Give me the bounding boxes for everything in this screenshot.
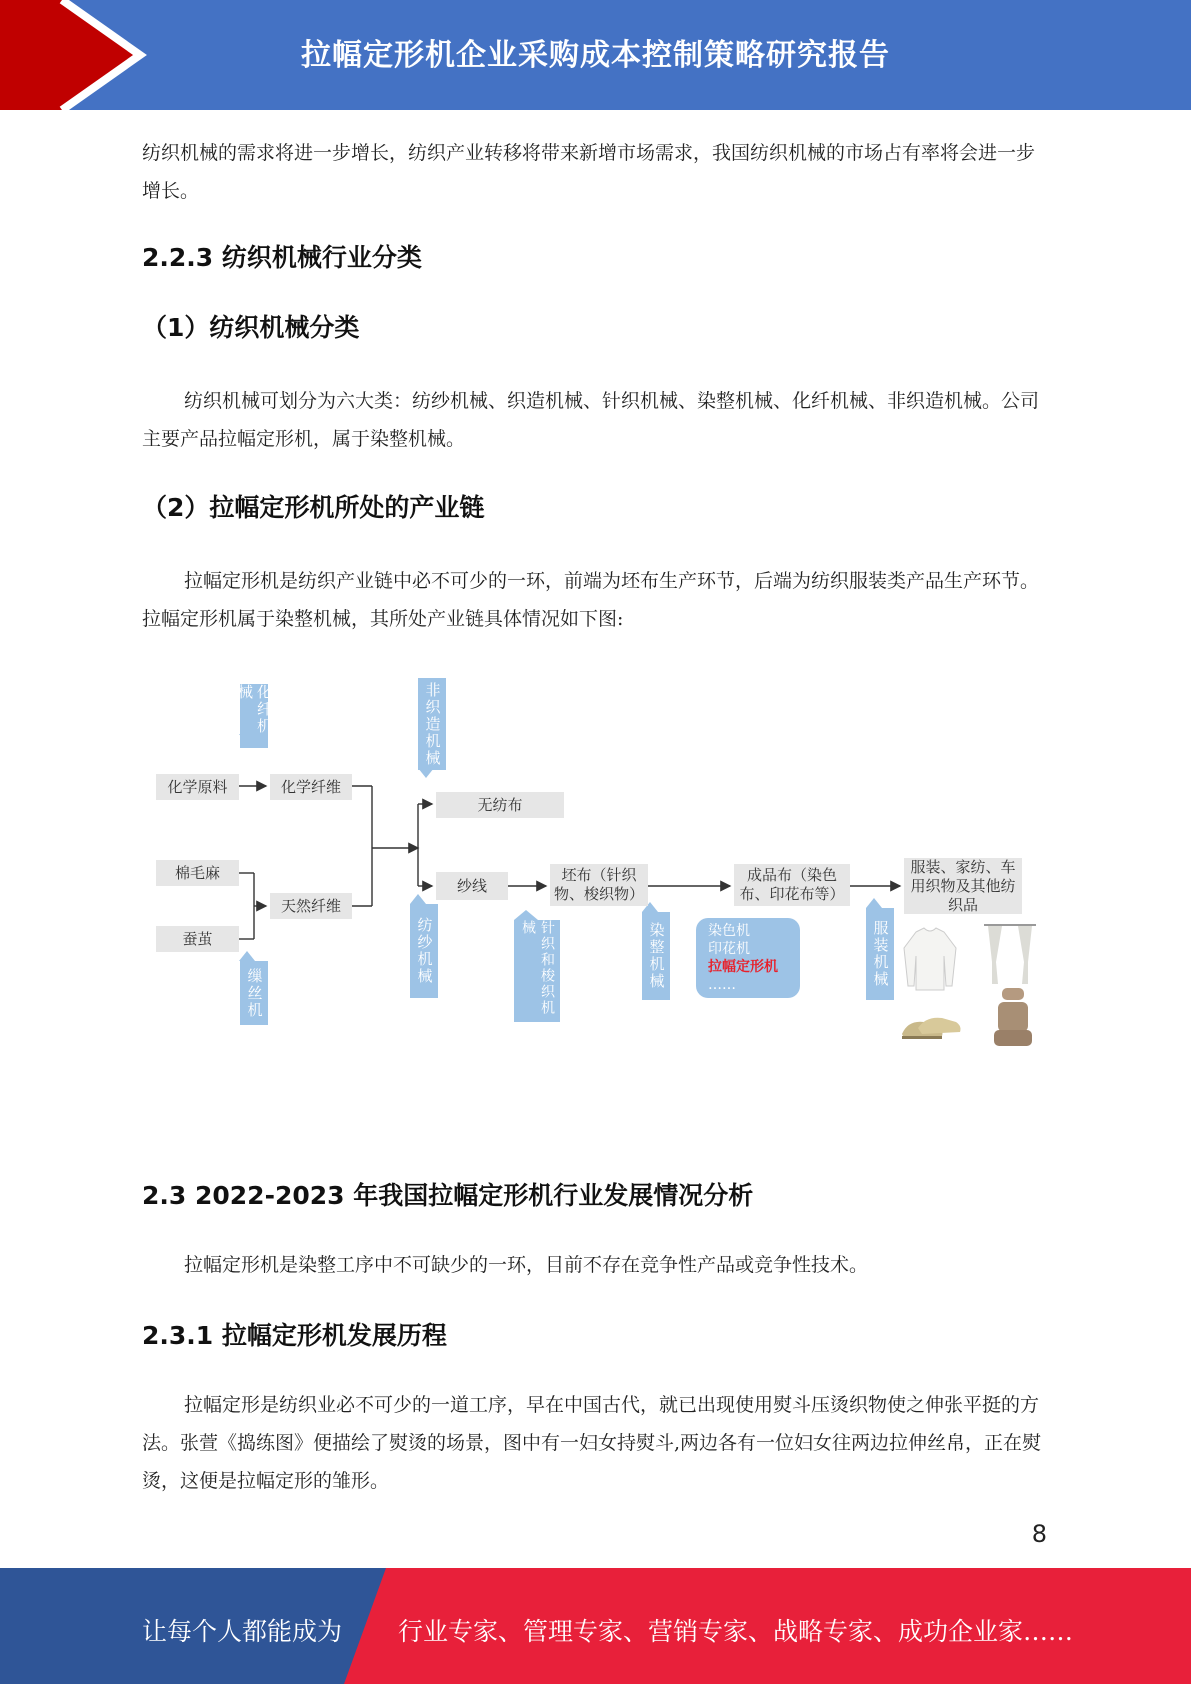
- heading-2-3: 2.3 2022-2023 年我国拉幅定形机行业发展情况分析: [142, 1181, 754, 1210]
- box-natural-fiber: 天然纤维: [270, 893, 352, 919]
- heading-industry-chain: （2）拉幅定形机所处的产业链: [142, 493, 485, 522]
- box-apparel-textiles: 服装、家纺、车用织物及其他纺织品: [904, 858, 1022, 914]
- car-seat-image: [988, 986, 1038, 1050]
- box-silkworm-cocoon: 蚕茧: [156, 926, 239, 952]
- heading-classification: （1）纺织机械分类: [142, 313, 360, 342]
- tag-chem-fiber-machine: 化纤机械: [240, 684, 268, 748]
- paragraph-classification: 纺织机械可划分为六大类：纺纱机械、织造机械、针织机械、染整机械、化纤机械、非织造机械。公司主要产品拉幅定形机，属于染整机械。: [142, 390, 1040, 450]
- shoes-image: [898, 1006, 964, 1046]
- footer-slogan-left: 让每个人都能成为: [142, 1617, 343, 1646]
- machine-printing: 印花机: [708, 941, 750, 957]
- tag-reeling-machine: 缫丝机: [240, 961, 268, 1025]
- machine-list-box: [696, 918, 800, 998]
- tag-garment-machine: 服装机械: [866, 908, 894, 1000]
- footer-slogan-right: 行业专家、管理专家、营销专家、战略专家、成功企业家……: [398, 1617, 1074, 1646]
- box-chemical-fiber: 化学纤维: [270, 774, 352, 800]
- paragraph-history: 拉幅定形是纺织业必不可少的一道工序，早在中国古代，就已出现使用熨斗压烫织物使之伸张平挺的方法。张萱《捣练图》便描绘了熨烫的场景，图中有一妇女持熨斗,两边各有一位妇女往两边拉伸丝帛，正在熨烫，这便是拉幅定形的雏形。: [142, 1394, 1042, 1492]
- heading-2-3-1: 2.3.1 拉幅定形机发展历程: [142, 1321, 447, 1350]
- machine-etc: ……: [708, 977, 736, 993]
- box-greige-cloth: 坯布（针织物、梭织物）: [550, 864, 648, 906]
- heading-2-2-3: 2.2.3 纺织机械行业分类: [142, 243, 422, 272]
- tag-dyeing-machine: 染整机械: [642, 912, 670, 1000]
- paragraph-intro: 纺织机械的需求将进一步增长，纺织产业转移将带来新增市场需求，我国纺织机械的市场占有率将会进一步增长。: [142, 142, 1036, 202]
- curtain-image: [982, 922, 1038, 988]
- box-nonwoven: 无纺布: [436, 792, 564, 818]
- box-finished-cloth: 成品布（染色布、印花布等）: [734, 864, 850, 906]
- paragraph-competition: 拉幅定形机是染整工序中不可缺少的一环，目前不存在竞争性产品或竞争性技术。: [184, 1254, 869, 1276]
- paragraph-industry-chain: 拉幅定形机是纺织产业链中必不可少的一环，前端为坯布生产环节，后端为纺织服装类产品生产环节。拉幅定形机属于染整机械，其所处产业链具体情况如下图:: [142, 570, 1040, 630]
- page-footer: [0, 1568, 1191, 1684]
- report-title: 拉幅定形机企业采购成本控制策略研究报告: [301, 38, 890, 73]
- box-cotton-wool-linen: 棉毛麻: [156, 860, 239, 886]
- page-number: 8: [1031, 1520, 1047, 1548]
- tag-knit-weave-machine: 针织和梭织机械: [514, 920, 560, 1022]
- industry-chain-diagram: [142, 668, 1052, 1068]
- sweater-image: [902, 926, 958, 992]
- box-yarn: 纱线: [436, 872, 508, 900]
- box-chemical-raw: 化学原料: [156, 774, 239, 800]
- machine-dyeing: 染色机: [708, 923, 750, 939]
- machine-stenter: 拉幅定形机: [708, 959, 778, 975]
- tag-nonwoven-machine: 非织造机械: [418, 678, 446, 770]
- page-header: [0, 0, 1191, 110]
- tag-spinning-machine: 纺纱机械: [410, 904, 438, 998]
